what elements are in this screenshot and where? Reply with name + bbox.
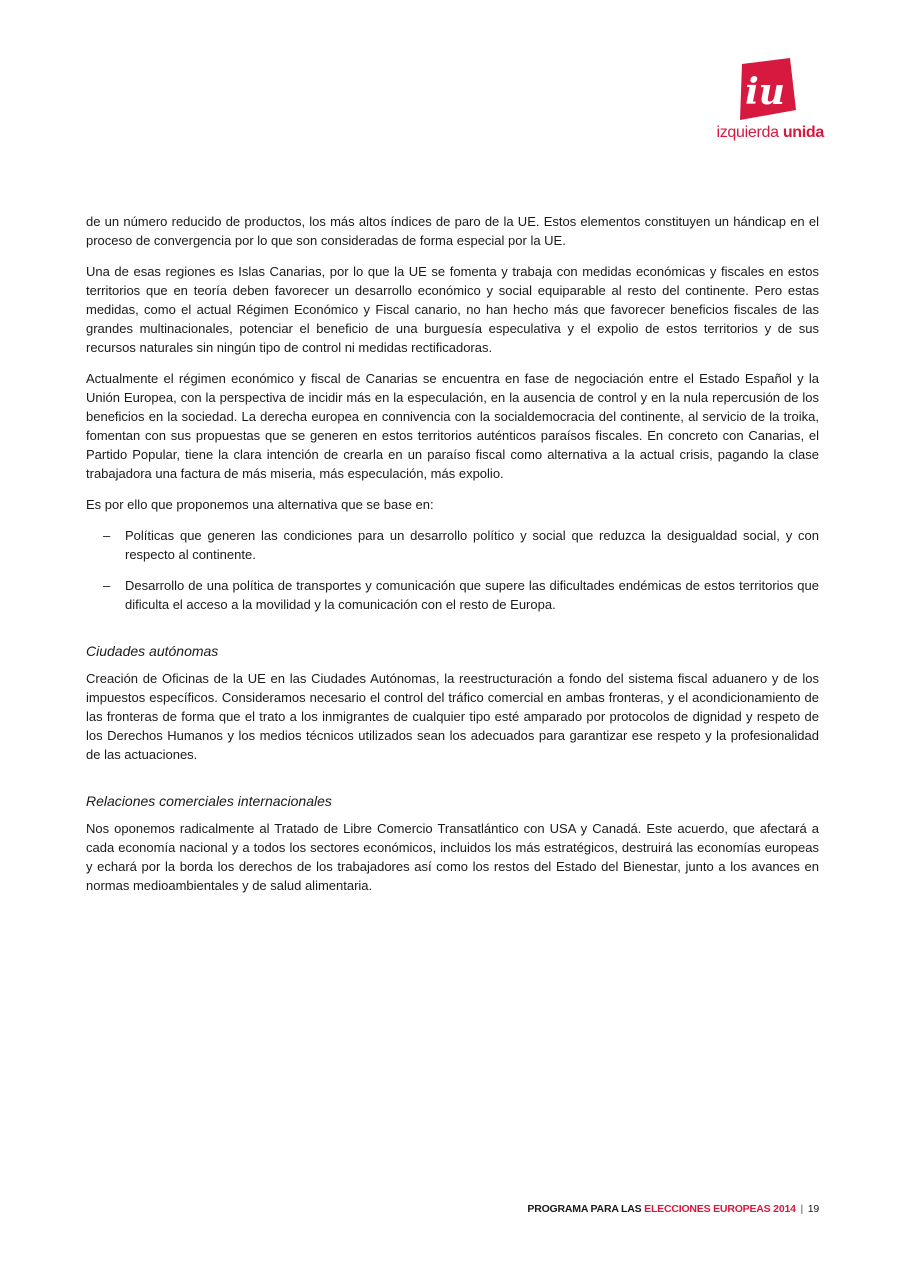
paragraph-6: Nos oponemos radicalmente al Tratado de Libre Comercio Transatlántico con USA y Canadá. Este acuerdo, que afectará a cada economía nacional y a todos los sectores económicos, incluidos los más estratégicos, destruirá las economías europeas y echará por la borda los derechos de los trabajadores así como los restos del Estado del Bienestar, junto a los avances en normas medioambientales y de salud alimentaria.	[86, 821, 819, 893]
paragraph-5: Creación de Oficinas de la UE en las Ciudades Autónomas, la reestructuración a fondo del sistema fiscal aduanero y de los impuestos específicos. Consideramos necesario el control del tráfico comercial en ambas fronteras, y el acondicionamiento de las fronteras de forma que el trato a los inmigrantes de cualquier tipo esté amparado por protocolos de dignidad y respeto de los Derechos Humanos y los medios técnicos utilizados sean los adecuados para garantizar ese respeto y la profesionalidad de las actuaciones.	[86, 671, 819, 762]
footer-prefix: PROGRAMA PARA LAS	[527, 1203, 645, 1215]
izquierda-unida-logo	[704, 58, 824, 148]
logo-text-regular: izquierda	[716, 124, 783, 141]
logo-text-bold: unida	[782, 124, 824, 141]
paragraph-2: Una de esas regiones es Islas Canarias, por lo que la UE se fomenta y trabaja con medidas económicas y fiscales en estos territorios que en teoría deben favorecer un desarrollo económico y social equiparable al resto del continente. Pero estas medidas, como el actual Régimen Económico y Fiscal canario, no han hecho más que favorecer beneficios fiscales de las grandes multinacionales, potenciar el beneficio de una burguesía especulativa y el expolio de estos territorios y de sus recursos naturales sin ningún tipo de control ni medidas rectificadoras.	[86, 264, 819, 355]
paragraph-3: Actualmente el régimen económico y fiscal de Canarias se encuentra en fase de negociación entre el Estado Español y la Unión Europea, con la perspectiva de incidir más en la especulación, en la ausencia de control y en la nula repercusión de los beneficios en la sociedad. La derecha europea en connivencia con la socialdemocracia del continente, al servicio de la troika, fomentan con sus propuestas que se generen en estos territorios auténticos paraísos fiscales. En concreto con Canarias, el Partido Popular, tiene la clara intención de crearla en un paraíso fiscal como alternativa a la actual crisis, pagando la clase trabajadora una factura de más miseria, más especulación, más expolio.	[86, 371, 819, 481]
proposal-list	[86, 526, 819, 614]
list-item-text: Desarrollo de una política de transportes y comunicación que supere las dificultades endémicas de estos territorios que dificulta el acceso a la movilidad y la comunicación con el resto de Europa.	[125, 578, 819, 612]
section-heading-relaciones: Relaciones comerciales internacionales	[86, 793, 332, 809]
list-item	[86, 526, 819, 564]
bullet-dash: –	[103, 578, 111, 593]
bullet-dash: –	[103, 528, 111, 543]
paragraph-4: Es por ello que proponemos una alternativa que se base en:	[86, 497, 434, 512]
footer-separator: |	[800, 1203, 803, 1215]
footer-highlight: ELECCIONES EUROPEAS 2014	[644, 1203, 796, 1215]
document-body	[86, 212, 819, 907]
section-heading-ciudades: Ciudades autónomas	[86, 643, 219, 659]
list-item	[86, 576, 819, 614]
iu-logo-mark-icon	[732, 58, 796, 120]
logo-wordmark	[704, 124, 824, 142]
paragraph-1: de un número reducido de productos, los más altos índices de paro de la UE. Estos elementos constituyen un hándicap en el proceso de convergencia por lo que son consideradas de forma especial por la UE.	[86, 214, 819, 248]
page-footer	[527, 1203, 819, 1215]
page-number: 19	[807, 1203, 819, 1215]
logo-mark-letters: iu	[745, 71, 785, 113]
list-item-text: Políticas que generen las condiciones para un desarrollo político y social que reduzca la desigualdad social, y con respecto al continente.	[125, 528, 819, 562]
